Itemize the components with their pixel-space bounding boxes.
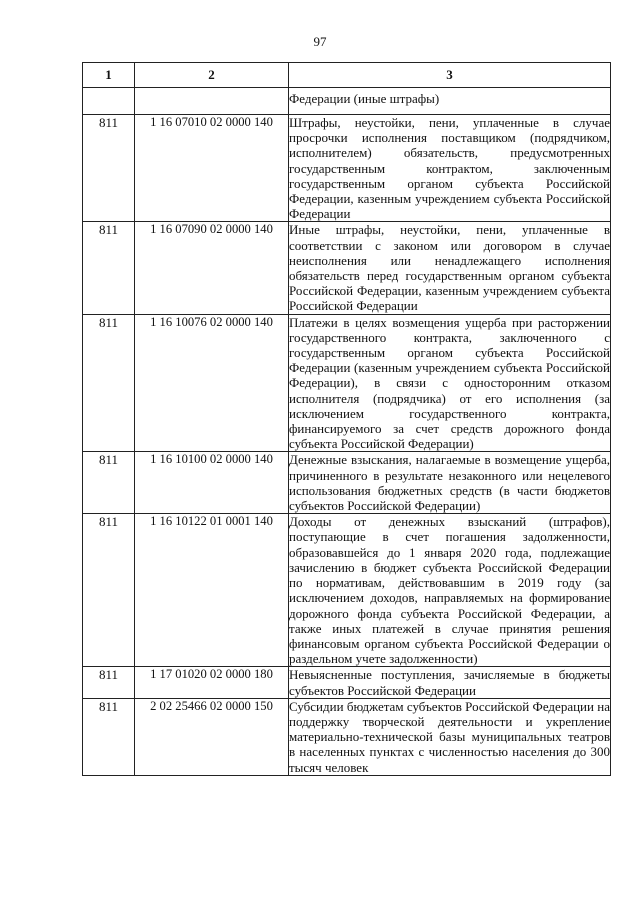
budget-code: 1 17 01020 02 0000 180 <box>135 667 289 698</box>
table-row <box>83 698 611 775</box>
empty-cell <box>83 88 135 115</box>
column-header-1: 1 <box>83 63 135 88</box>
continuation-text: Федерации (иные штрафы) <box>289 88 611 115</box>
column-header-2: 2 <box>135 63 289 88</box>
admin-code: 811 <box>83 667 135 698</box>
budget-codes-table <box>82 62 611 776</box>
admin-code: 811 <box>83 314 135 452</box>
revenue-description: Платежи в целях возмещения ущерба при расторжении государственного контракта, заключенного с государственным органом субъекта Российской Федерации (казенным учреждением субъекта Российской Федерации), в связи с односторонним отказом исполнителя (подрядчика) от его исполнения (за исключением государственного контракта, финансируемого за счет средств дорожного фонда субъекта Российской Федерации) <box>289 314 610 452</box>
admin-code: 811 <box>83 222 135 314</box>
table-row <box>83 452 611 514</box>
revenue-description: Доходы от денежных взысканий (штрафов), поступающие в счет погашения задолженности, образовавшейся до 1 января 2020 года, подлежащие зачислению в бюджет субъекта Российской Федерации по нормативам, действовавшим в 2019 году (за исключением доходов, направляемых на формирование дорожного фонда субъекта Российской Федерации, а также иных платежей в случае принятия решения финансовым органом субъекта Российской Федерации о раздельном учете задолженности) <box>289 514 610 667</box>
admin-code: 811 <box>83 514 135 667</box>
revenue-description: Невыясненные поступления, зачисляемые в бюджеты субъектов Российской Федерации <box>289 667 610 698</box>
empty-cell <box>135 88 289 115</box>
continuation-row <box>83 88 611 115</box>
table-row <box>83 222 611 314</box>
admin-code: 811 <box>83 698 135 775</box>
table-row <box>83 514 611 667</box>
admin-code: 811 <box>83 115 135 222</box>
table-row <box>83 115 611 222</box>
table-row <box>83 667 611 698</box>
budget-code: 1 16 07010 02 0000 140 <box>135 115 289 222</box>
admin-code: 811 <box>83 452 135 514</box>
budget-code: 1 16 10076 02 0000 140 <box>135 314 289 452</box>
revenue-description: Денежные взыскания, налагаемые в возмещение ущерба, причиненного в результате незаконного или нецелевого использования бюджетных средств (в части бюджетов субъектов Российской Федерации) <box>289 452 610 514</box>
page-number: 97 <box>313 34 327 49</box>
budget-code: 1 16 10122 01 0001 140 <box>135 514 289 667</box>
budget-code: 1 16 10100 02 0000 140 <box>135 452 289 514</box>
table-header-row <box>83 63 611 88</box>
revenue-description: Штрафы, неустойки, пени, уплаченные в случае просрочки исполнения поставщиком (подрядчиком, исполнителем) обязательств, предусмотренных государственным контрактом, заключенным государственным органом субъекта Российской Федерации, казенным учреждением субъекта Российской Федерации <box>289 115 610 222</box>
column-header-3: 3 <box>289 63 611 88</box>
table-row <box>83 314 611 452</box>
revenue-description: Субсидии бюджетам субъектов Российской Федерации на поддержку творческой деятельности и укрепление материально-технической базы муниципальных театров в населенных пунктах с численностью населения до 300 тысяч человек <box>289 698 610 775</box>
revenue-description: Иные штрафы, неустойки, пени, уплаченные в соответствии с законом или договором в случае неисполнения или ненадлежащего исполнения обязательств перед государственным органом субъекта Российской Федерации, казенным учреждением субъекта Российской Федерации <box>289 222 610 314</box>
budget-code: 1 16 07090 02 0000 140 <box>135 222 289 314</box>
budget-code: 2 02 25466 02 0000 150 <box>135 698 289 775</box>
